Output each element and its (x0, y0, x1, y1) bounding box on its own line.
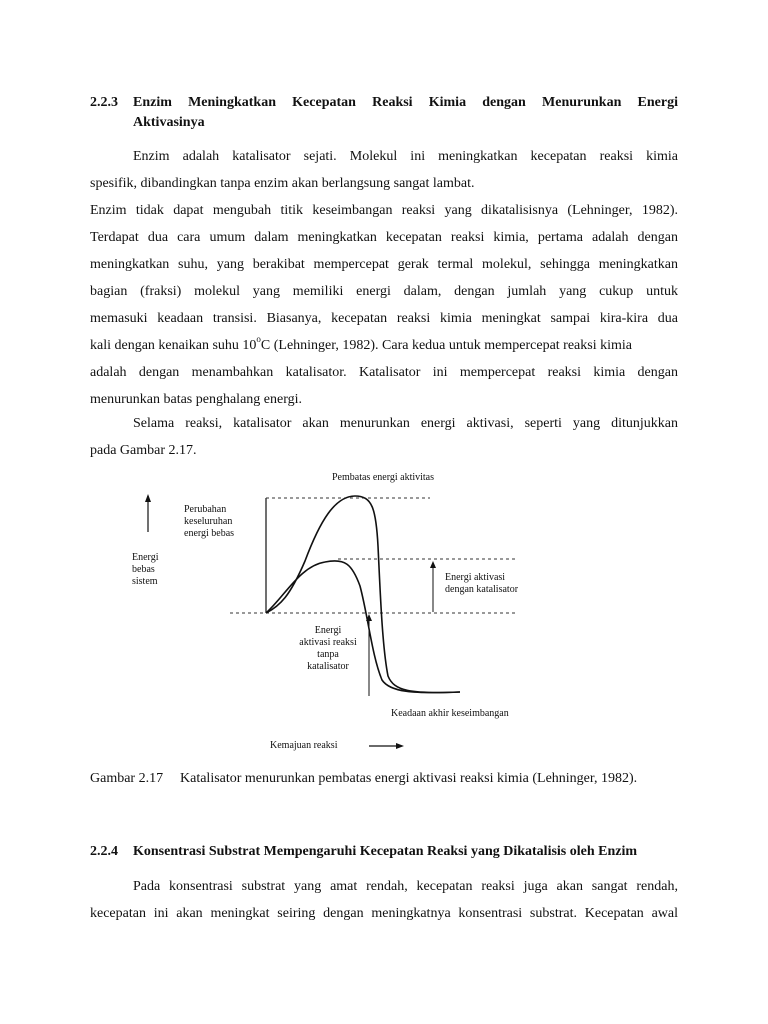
paragraph-4 (90, 873, 678, 927)
section-number: 2.2.3 (90, 95, 118, 110)
section-title-line-2: Aktivasinya (133, 115, 205, 130)
paragraph-2 (90, 197, 678, 413)
paragraph-3 (90, 410, 678, 464)
section-title-line-1: Enzim Meningkatkan Kecepatan Reaksi Kimia dengan Menurunkan Energi (133, 95, 678, 110)
energy-diagram-figure (120, 466, 560, 756)
caption-text: Katalisator menurunkan pembatas energi aktivasi reaksi kimia (Lehninger, 1982). (180, 771, 638, 786)
text-fragment: C (Lehninger, 1982). Cara kedua untuk mempercepat reaksi kimia (260, 338, 632, 353)
figure-number: Gambar 2.17 (90, 771, 164, 786)
paragraph-line: spesifik, dibandingkan tanpa enzim akan berlangsung sangat lambat. (90, 176, 475, 191)
label-line: Perubahan (184, 504, 227, 515)
label-line: katalisator (307, 661, 349, 672)
label-line: keseluruhan (184, 516, 233, 527)
section-heading-2-2-4 (90, 842, 678, 862)
paragraph-line: meningkatkan suhu, yang berakibat mempercepat gerak termal molekul, sehingga meningkatkan (90, 257, 678, 272)
paragraph-line: Selama reaksi, katalisator akan menurunkan energi aktivasi, seperti yang ditunjukkan (133, 416, 678, 431)
catalyzed-activation-label (445, 572, 518, 596)
label-line: sistem (132, 576, 158, 587)
x-axis-arrowhead (396, 743, 404, 749)
y-axis-arrowhead (145, 494, 151, 502)
final-equilibrium-label: Keadaan akhir keseimbangan (391, 708, 509, 719)
paragraph-line: Pada konsentrasi substrat yang amat rendah, kecepatan reaksi juga akan sangat rendah, (133, 879, 678, 894)
label-line: Energi (314, 625, 342, 636)
x-axis-label: Kemajuan reaksi (270, 740, 338, 751)
paragraph-line: adalah dengan menambahkan katalisator. Katalisator ini mempercepat reaksi kimia dengan (90, 365, 678, 380)
label-line: dengan katalisator (445, 584, 519, 595)
activation-barrier-label: Pembatas energi aktivitas (332, 472, 435, 483)
label-line: Energi aktivasi (445, 572, 506, 583)
catalyzed-activation-arrowhead (430, 561, 436, 568)
label-line: bebas (132, 564, 155, 575)
paragraph-line: Enzim adalah katalisator sejati. Molekul ini meningkatkan kecepatan reaksi kimia (133, 149, 678, 164)
paragraph-line: Enzim tidak dapat mengubah titik keseimbangan reaksi yang dikatalisisnya (Lehninger, 1982). (90, 203, 678, 218)
degree-superscript: o (256, 334, 261, 345)
paragraph-line: Terdapat dua cara umum dalam meningkatkan kecepatan reaksi kimia, pertama adalah dengan (90, 230, 678, 245)
y-axis-label (132, 552, 158, 588)
paragraph-line: bagian (fraksi) molekul yang memiliki energi dalam, dengan jumlah yang cukup untuk (90, 284, 678, 299)
label-line: energi bebas (184, 528, 235, 539)
uncatalyzed-activation-label (290, 625, 366, 673)
paragraph-1 (90, 143, 678, 197)
paragraph-line: menurunkan batas penghalang energi. (90, 392, 303, 407)
paragraph-line: memasuki keadaan transisi. Biasanya, kecepatan reaksi kimia meningkat sampai kira-kira dua (90, 311, 678, 326)
figure-caption (90, 771, 637, 787)
overall-free-energy-label (184, 504, 234, 540)
section-number: 2.2.4 (90, 844, 118, 859)
text-fragment: kali dengan kenaikan suhu 10 (90, 338, 257, 353)
section-title: Konsentrasi Substrat Mempengaruhi Kecepatan Reaksi yang Dikatalisis oleh Enzim (133, 844, 638, 859)
paragraph-line: kecepatan ini akan meningkat seiring dengan meningkatnya konsentrasi substrat. Kecepatan awal (90, 906, 678, 921)
label-line: tanpa (317, 649, 339, 660)
label-line: aktivasi reaksi (299, 637, 357, 648)
paragraph-line: pada Gambar 2.17. (90, 443, 197, 458)
label-line: Energi (132, 552, 159, 563)
paragraph-line-with-superscript (90, 332, 678, 359)
section-heading-2-2-3 (90, 93, 678, 133)
